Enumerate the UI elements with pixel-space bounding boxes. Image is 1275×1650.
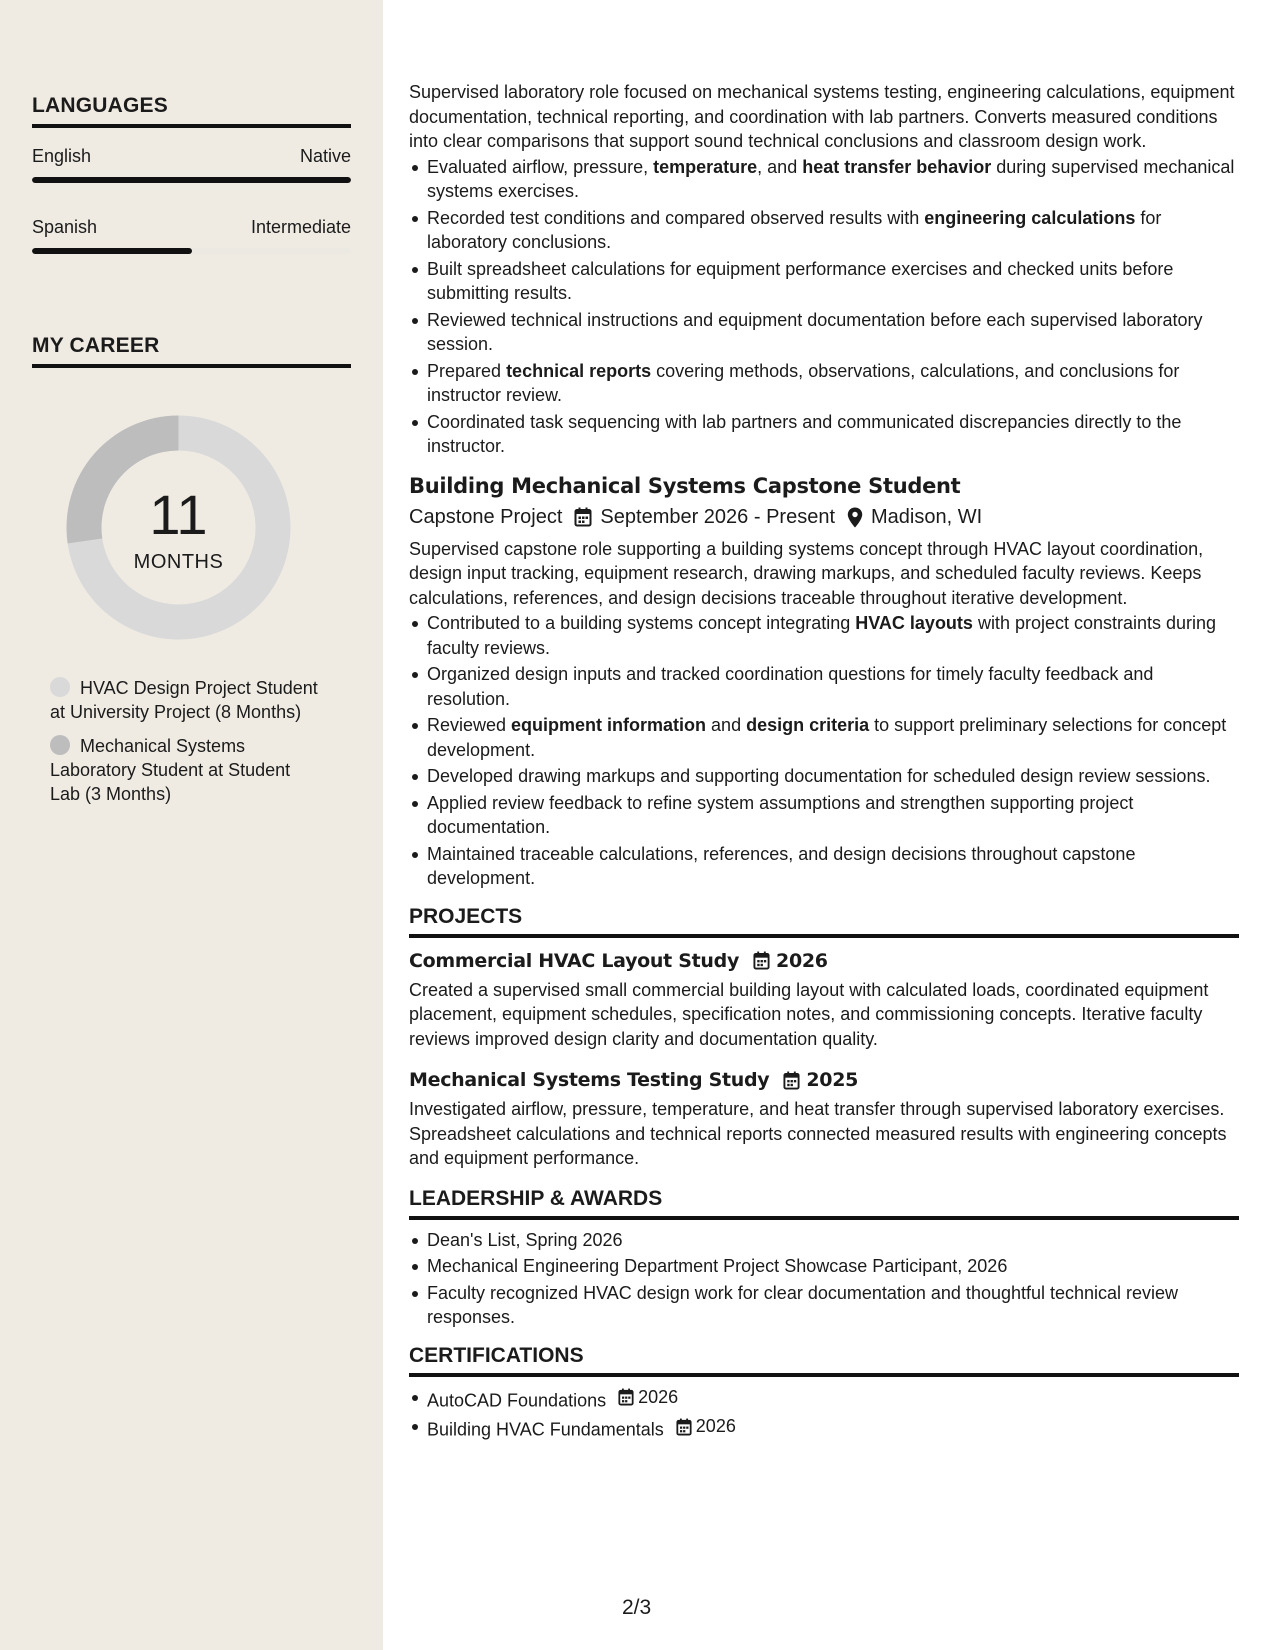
bullet-text: during supervised mechanical systems exercises. [427, 156, 1235, 201]
calendar-icon [753, 951, 770, 970]
main-content [409, 80, 1239, 1444]
bullet-text: , and [757, 156, 803, 177]
lab-role-bullet [409, 359, 1239, 408]
project-header [409, 950, 1239, 972]
career-donut-chart [66, 415, 291, 640]
certification-year: 2026 [695, 1416, 736, 1437]
capstone-location: Madison, WI [871, 505, 983, 528]
lab-role-bullet [409, 155, 1239, 204]
calendar-icon [676, 1418, 696, 1436]
bullet-text: Reviewed [427, 715, 512, 735]
bullet-text: Organized design inputs and tracked coordination questions for timely faculty feedback and resolution. [427, 664, 1154, 709]
career-legend-label: Mechanical Systems Laboratory Student at Student Lab (3 Months) [50, 736, 291, 804]
leadership-list [409, 1228, 1239, 1330]
capstone-meta [409, 506, 1239, 529]
bullet-text: Recorded test conditions and compared observed results with [427, 207, 925, 228]
certification-date [676, 1414, 736, 1439]
language-proficiency-bar [32, 177, 351, 183]
page-number: 2/3 [622, 1596, 652, 1619]
language-level: Native [299, 146, 351, 166]
project-year: 2025 [806, 1069, 859, 1091]
capstone-bullet [409, 662, 1239, 711]
bullet-text: and [706, 715, 747, 735]
language-line [32, 146, 351, 167]
projects-title: PROJECTS [409, 905, 1239, 938]
capstone-bullets [409, 611, 1239, 891]
bullet-text: to support preliminary selections for concept development. [427, 715, 1227, 760]
language-proficiency-fill [32, 177, 351, 183]
bullet-text: Coordinated task sequencing with lab partners and communicated discrepancies directly to the instructor. [427, 411, 1182, 456]
bullet-emphasis: design criteria [746, 715, 870, 735]
map-pin-icon [847, 507, 863, 528]
leadership-item: Mechanical Engineering Department Project Showcase Participant, 2026 [409, 1254, 1239, 1279]
bullet-emphasis: HVAC layouts [855, 613, 973, 633]
lab-role-bullets [409, 155, 1239, 459]
languages-section [32, 94, 351, 254]
certification-name: AutoCAD Foundations [427, 1389, 607, 1410]
languages-title: LANGUAGES [32, 94, 351, 128]
language-name: English [32, 146, 92, 166]
language-name: Spanish [32, 217, 98, 237]
calendar-icon [783, 1071, 800, 1090]
career-legend-item [50, 676, 320, 724]
language-level: Intermediate [250, 217, 351, 237]
project-description: Investigated airflow, pressure, temperature, and heat transfer through supervised laboratory exercises. Spreadsheet calculations and technical reports connected measured results with engineering concepts and equipment performance. [409, 1099, 1227, 1168]
career-section [32, 334, 351, 368]
certification-item [409, 1385, 1239, 1413]
capstone-bullet [409, 611, 1239, 660]
language-line [32, 217, 351, 238]
bullet-text: Contributed to a building systems concept integrating [427, 613, 856, 633]
bullet-text: Maintained traceable calculations, references, and design decisions throughout capstone development. [427, 843, 1136, 888]
lab-role-summary: Supervised laboratory role focused on mechanical systems testing, engineering calculations, equipment documentation, technical reporting, and coordination with lab partners. Converts measured conditions into clear comparisons that support sound technical conclusions and classroom design work. [409, 82, 1235, 151]
bullet-emphasis: heat transfer behavior [802, 156, 992, 177]
certification-item [409, 1414, 1239, 1442]
capstone-organization: Capstone Project [409, 505, 563, 528]
lab-role-bullet [409, 206, 1239, 255]
career-legend [50, 676, 320, 816]
bullet-text: with project constraints during faculty reviews. [427, 613, 1217, 658]
certifications-title: CERTIFICATIONS [409, 1344, 1239, 1377]
career-title: MY CAREER [32, 334, 351, 368]
bullet-text: for laboratory conclusions. [427, 207, 1162, 252]
capstone-bullet [409, 713, 1239, 762]
career-legend-label: HVAC Design Project Student at University Project (8 Months) [50, 678, 318, 722]
career-legend-dot [50, 735, 70, 755]
project-header [409, 1069, 1239, 1091]
capstone-bullet [409, 764, 1239, 789]
lab-role-bullet [409, 308, 1239, 357]
bullet-emphasis: technical reports [506, 360, 652, 381]
bullet-text: covering methods, observations, calculations, and conclusions for instructor review. [427, 360, 1180, 405]
lab-role-bullet [409, 410, 1239, 459]
capstone-job-title: Building Mechanical Systems Capstone Student [409, 473, 961, 498]
project-year: 2026 [776, 949, 828, 972]
project-name: Mechanical Systems Testing Study [409, 1069, 770, 1091]
capstone-summary: Supervised capstone role supporting a building systems concept through HVAC layout coordination, design input tracking, equipment research, drawing markups, and scheduled faculty reviews. Keeps calculations, references, and design decisions traceable throughout iterative development. [409, 538, 1204, 608]
leadership-item: Faculty recognized HVAC design work for clear documentation and thoughtful technical review responses. [409, 1281, 1239, 1330]
career-total-unit: MONTHS [133, 551, 224, 573]
languages-list [32, 146, 351, 254]
certification-date [618, 1385, 678, 1410]
calendar-icon [618, 1388, 638, 1406]
capstone-bullet [409, 842, 1239, 891]
bullet-emphasis: engineering calculations [924, 207, 1136, 228]
bullet-text: Developed drawing markups and supporting documentation for scheduled design review sessions. [427, 766, 1211, 786]
bullet-emphasis: equipment information [511, 715, 707, 735]
certifications-list [409, 1385, 1239, 1443]
project-name: Commercial HVAC Layout Study [409, 949, 740, 972]
career-legend-dot [50, 677, 70, 697]
bullet-text: Applied review feedback to refine system assumptions and strengthen supporting project documentation. [427, 792, 1134, 837]
lab-role-bullet [409, 257, 1239, 306]
certification-year: 2026 [638, 1386, 679, 1407]
career-legend-item [50, 734, 320, 806]
leadership-title: LEADERSHIP & AWARDS [409, 1187, 1239, 1220]
bullet-emphasis: temperature [653, 156, 758, 177]
certification-name: Building HVAC Fundamentals [427, 1419, 664, 1440]
project-description: Created a supervised small commercial building layout with calculated loads, coordinated equipment placement, equipment schedules, specification notes, and commissioning concepts. Iterative faculty reviews improved design clarity and documentation quality. [409, 979, 1209, 1049]
leadership-item: Dean's List, Spring 2026 [409, 1228, 1239, 1253]
language-proficiency-bar [32, 248, 351, 254]
capstone-dates: September 2026 - Present [600, 505, 836, 528]
calendar-icon [574, 507, 592, 527]
capstone-bullet [409, 791, 1239, 840]
language-row [32, 217, 351, 254]
language-row [32, 146, 351, 183]
language-proficiency-fill [32, 248, 192, 254]
bullet-text: Evaluated airflow, pressure, [427, 156, 654, 177]
bullet-text: Prepared [427, 360, 507, 381]
sidebar [0, 0, 383, 1650]
career-total-number: 11 [149, 483, 208, 546]
projects-list [409, 950, 1239, 1171]
bullet-text: Built spreadsheet calculations for equipment performance exercises and checked units before submitting results. [427, 258, 1174, 303]
bullet-text: Reviewed technical instructions and equipment documentation before each supervised laboratory session. [427, 309, 1203, 354]
